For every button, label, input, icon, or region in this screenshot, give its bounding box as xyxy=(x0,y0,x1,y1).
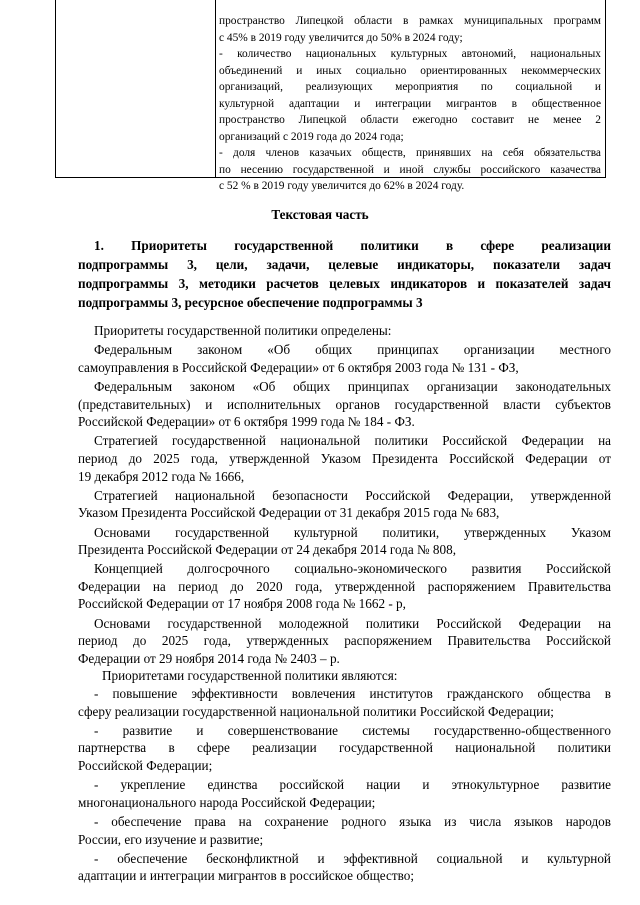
paragraph-line: Федерации от 29 ноября 2014 года № 2403 – р. xyxy=(78,650,340,666)
paragraph-line: Стратегией государственной национальной политики Российской Федерации на xyxy=(94,433,611,449)
table-line: организаций с 2019 года до 2024 года; xyxy=(219,130,404,143)
section-title: Текстовая часть xyxy=(271,207,369,222)
paragraph-line: Российской Федерации от 17 ноября 2008 года № 1662 - р, xyxy=(78,596,406,612)
paragraph-line: Основами государственной молодежной политики Российской Федерации на xyxy=(94,615,611,631)
list-item-line: сферу реализации государственной национальной политики Российской Федерации; xyxy=(78,703,554,719)
section-heading xyxy=(78,236,611,312)
table-fragment xyxy=(55,0,606,192)
list-item-line: - обеспечение права на сохранение родного языка из числа языков народов xyxy=(94,813,611,829)
table-line: с 52 % в 2019 году увеличится до 62% в 2024 году. xyxy=(219,180,465,192)
table-line: пространство Липецкой области ежегодно составит не менее 2 xyxy=(219,114,601,126)
paragraph-line: 19 декабря 2012 года № 1666, xyxy=(78,468,245,484)
paragraph-line: (представительных) и исполнительных органов государственной власти субъектов xyxy=(78,396,611,412)
list-item-line: адаптации и интеграции мигрантов в российское общество; xyxy=(78,868,414,884)
table-line: объединений и иных социально ориентированных некоммерческих xyxy=(219,64,601,77)
list-item-line: - укрепление единства российской нации и этнокультурное развитие xyxy=(94,777,611,793)
paragraph-line: самоуправления в Российской Федерации» от 6 октября 2003 года № 131 - ФЗ, xyxy=(78,359,519,375)
table-line: с 45% в 2019 году увеличится до 50% в 2024 году; xyxy=(219,31,463,44)
heading-line: 1. Приоритеты государственной политики в сфере реализации xyxy=(94,238,611,253)
paragraph-line: Федерации на период до 2020 года, утвержденной распоряжением Правительства xyxy=(78,578,611,594)
paragraph-line: Федеральным законом «Об общих принципах организации законодательных xyxy=(94,378,611,394)
paragraph-line: период до 2025 года, утвержденных распоряжением Правительства Российской xyxy=(78,633,611,649)
list-item-line: - развитие и совершенствование системы государственно-общественного xyxy=(94,722,611,738)
heading-line: подпрограммы 3, цели, задачи, целевые индикаторы, показатели задач xyxy=(78,257,611,272)
heading-line: подпрограммы 3, методики расчетов целевых индикаторов и показателей задач xyxy=(78,276,611,291)
table-line: по несению государственной и иной службы российского казачества xyxy=(219,163,601,176)
list-item-line: России, его изучение и развитие; xyxy=(78,831,264,847)
body-text xyxy=(78,322,611,885)
list-item-line: - повышение эффективности вовлечения институтов гражданского общества в xyxy=(94,686,611,702)
table-line: культурной адаптации и интеграции мигрантов в общественное xyxy=(219,97,601,110)
list-item-line: партнерства в сфере реализации государственной национальной политики xyxy=(78,740,611,756)
table-line: - количество национальных культурных автономий, национальных xyxy=(219,48,601,60)
list-item-line: многонационального народа Российской Федерации; xyxy=(78,794,376,810)
paragraph-line: Федеральным законом «Об общих принципах организации местного xyxy=(94,342,611,358)
paragraph-line: Стратегией национальной безопасности Российской Федерации, утвержденной xyxy=(94,487,611,503)
paragraph-line: Российской Федерации» от 6 октября 1999 года № 184 - ФЗ. xyxy=(78,414,415,430)
list-item-line: Российской Федерации; xyxy=(78,758,213,773)
paragraph-line: Приоритетами государственной политики являются: xyxy=(102,668,398,684)
table-line: организаций, реализующих мероприятия по социальной и xyxy=(219,81,601,93)
table-line: пространство Липецкой области в рамках муниципальных программ xyxy=(219,15,601,27)
paragraph-line: Приоритеты государственной политики определены: xyxy=(94,323,392,338)
table-column-divider xyxy=(215,0,216,177)
list-item-line: - обеспечение бесконфликтной и эффективной социальной и культурной xyxy=(94,850,611,866)
paragraph-line: период до 2025 года, утвержденной Указом Президента Российской Федерации от xyxy=(78,450,611,466)
paragraph-line: Указом Президента Российской Федерации от 31 декабря 2015 года № 683, xyxy=(78,505,500,521)
table-cell xyxy=(219,13,601,195)
table-line: - доля членов казачьих обществ, принявших на себя обязательства xyxy=(219,147,601,159)
heading-line: подпрограммы 3, ресурсное обеспечение подпрограммы 3 xyxy=(78,295,423,310)
paragraph-line: Президента Российской Федерации от 24 декабря 2014 года № 808, xyxy=(78,542,456,558)
paragraph-line: Основами государственной культурной политики, утвержденных Указом xyxy=(94,524,611,540)
paragraph-line: Концепцией долгосрочного социально-экономического развития Российской xyxy=(94,561,611,577)
